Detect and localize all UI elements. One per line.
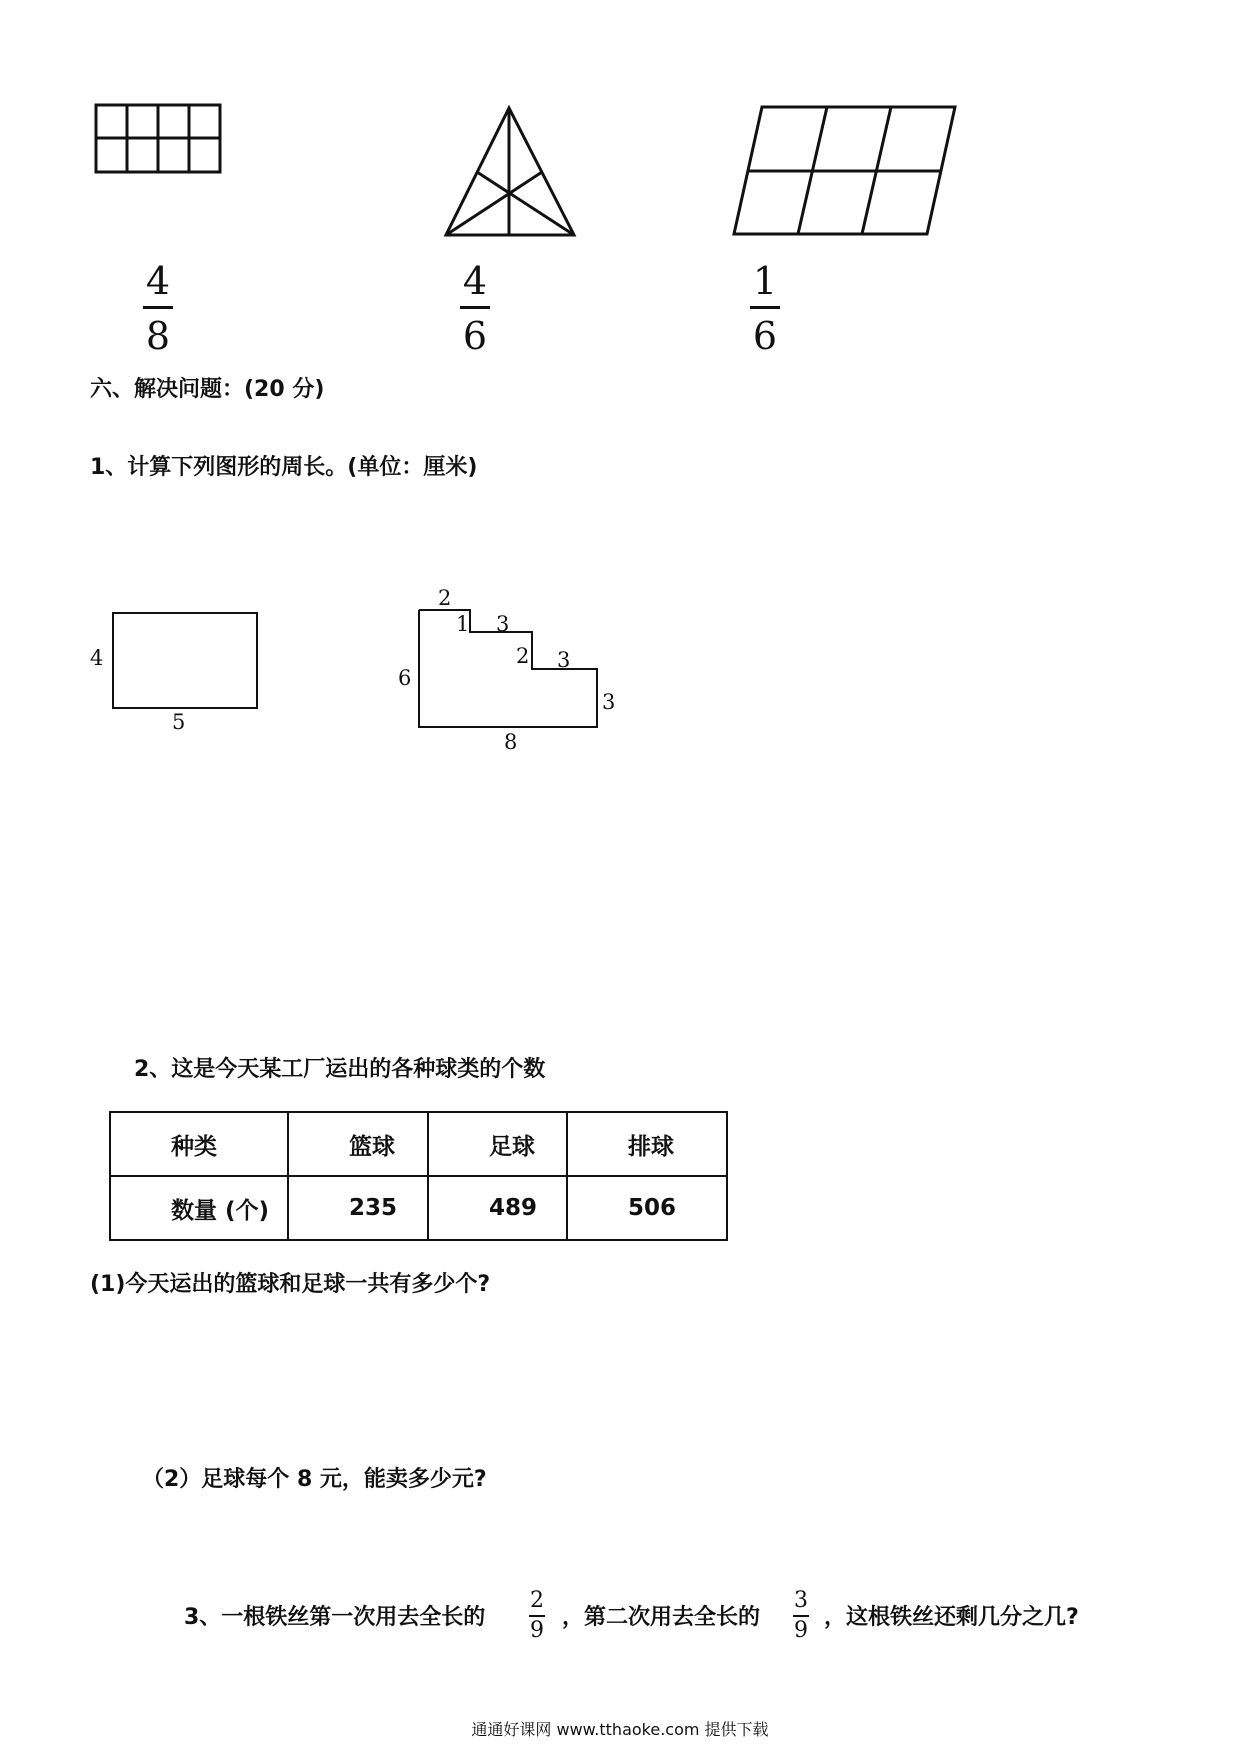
q2-sub2: （2）足球每个 8 元，能卖多少元? — [142, 1467, 487, 1492]
q3-fraction-2 — [790, 1590, 812, 1642]
denominator: 6 — [752, 314, 778, 358]
ball-count-table — [109, 1111, 728, 1241]
table-cell: 种类 — [110, 1112, 288, 1176]
numerator: 4 — [462, 259, 488, 303]
denominator: 9 — [794, 1618, 808, 1643]
stair-step2-run-label: 3 — [557, 648, 571, 672]
fraction-bar — [460, 306, 490, 309]
q3-fraction-1 — [526, 1590, 548, 1642]
fraction-bar — [793, 1615, 809, 1617]
table-row — [110, 1112, 727, 1176]
stair-step1-rise-label: 1 — [456, 612, 470, 636]
q2-sub1: (1)今天运出的篮球和足球一共有多少个? — [90, 1272, 491, 1297]
table-row — [110, 1176, 727, 1240]
section-heading: 六、解决问题：(20 分) — [90, 377, 325, 402]
rect-width-label: 5 — [172, 710, 186, 734]
stair-left-label: 6 — [398, 666, 412, 690]
stair-step1-run-label: 3 — [496, 612, 510, 636]
table-cell: 足球 — [428, 1112, 567, 1176]
fraction-rectangle — [138, 259, 178, 358]
denominator: 8 — [145, 314, 171, 358]
fraction-triangle — [455, 259, 495, 358]
q3-part1: 3、一根铁丝第一次用去全长的 — [184, 1605, 486, 1630]
rectangle-grid-figure — [96, 105, 220, 172]
fraction-bar — [143, 306, 173, 309]
perimeter-rectangle — [113, 613, 257, 708]
fraction-bar — [750, 306, 780, 309]
triangle-figure — [446, 108, 574, 235]
stair-bottom-label: 8 — [504, 730, 518, 754]
denominator: 6 — [462, 314, 488, 358]
fraction-bar — [529, 1615, 545, 1617]
rect-height-label: 4 — [90, 646, 104, 670]
numerator: 3 — [794, 1588, 808, 1613]
stair-step2-rise-label: 2 — [516, 644, 530, 668]
table-cell: 506 — [567, 1176, 727, 1240]
q3-line — [184, 1588, 1224, 1643]
q2-title: 2、这是今天某工厂运出的各种球类的个数 — [134, 1057, 546, 1082]
stair-top-label: 2 — [438, 586, 452, 610]
parallelogram-figure — [734, 107, 955, 234]
shapes-row — [0, 0, 1240, 260]
stair-right-label: 3 — [602, 690, 616, 714]
q3-part2: ，第二次用去全长的 — [562, 1605, 761, 1630]
table-cell: 489 — [428, 1176, 567, 1240]
numerator: 2 — [530, 1588, 544, 1613]
table-cell: 数量 (个) — [110, 1176, 288, 1240]
denominator: 9 — [530, 1618, 544, 1643]
q1-figures — [0, 580, 700, 740]
numerator: 1 — [752, 259, 778, 303]
fraction-parallelogram — [745, 259, 785, 358]
q3-part3: ，这根铁丝还剩几分之几? — [824, 1605, 1079, 1630]
numerator: 4 — [145, 259, 171, 303]
table-cell: 235 — [288, 1176, 428, 1240]
page-footer: 通通好课网 www.tthaoke.com 提供下载 — [471, 1720, 769, 1739]
q1-title: 1、计算下列图形的周长。(单位：厘米) — [90, 455, 478, 480]
table-cell: 排球 — [567, 1112, 727, 1176]
table-cell: 篮球 — [288, 1112, 428, 1176]
